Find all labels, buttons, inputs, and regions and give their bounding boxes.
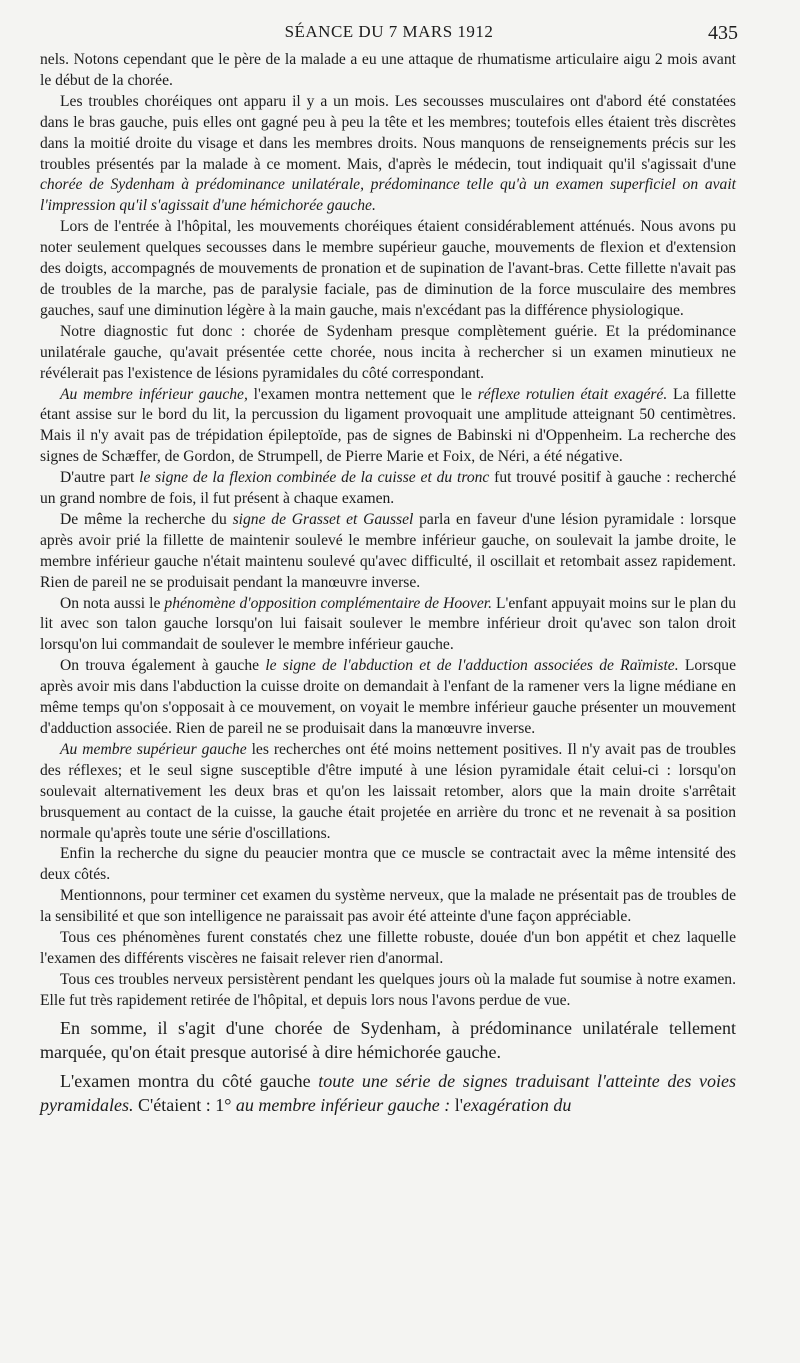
text-segment: Tous ces phénomènes furent constatés chez une fillette robuste, douée d'un bon appétit et chez laquelle l'examen des différents viscères ne faisait relever rien d'anormal. (40, 929, 736, 967)
italic-text: Au membre supérieur gauche (60, 740, 247, 758)
italic-text: Au membre inférieur gauche, (60, 385, 248, 403)
text-segment: On trouva également à gauche (60, 657, 266, 675)
paragraph (40, 92, 736, 217)
paragraph (40, 468, 736, 510)
text-segment: C'étaient : 1° (133, 1095, 236, 1116)
paragraph (40, 322, 736, 385)
running-title: SÉANCE DU 7 MARS 1912 (284, 22, 494, 41)
text-segment: l' (450, 1095, 463, 1116)
paragraph (40, 510, 736, 594)
text-segment: L'examen montra du côté gauche (60, 1070, 319, 1091)
text-segment: Tous ces troubles nerveux persistèrent pendant les quelques jours où la malade fut soumise à notre examen. Elle fut très rapidement retirée de l'hôpital, et depuis lors nous l'avons perdue de vue. (40, 970, 736, 1009)
paragraph (40, 1016, 736, 1065)
paragraph (40, 844, 736, 886)
italic-text: le signe de l'abduction et de l'adduction associées de Raïmiste. (265, 657, 679, 675)
text-segment: Mentionnons, pour terminer cet examen du système nerveux, que la malade ne présentait pas de troubles de la sensibilité et que son intelligence ne paraissait pas avoir été atteinte d'une façon appréciable. (40, 887, 736, 926)
text-segment: La fillette étant assise sur le bord du lit, la percussion du ligament provoquait une amplitude atteignant 50 centimètres. Mais il n'y avait pas de trépidation épileptoïde, pas de signes de Babinski ni d'Oppenheim. La recherche des signes de Schæffer, de Gordon, de Strumpell, de Pierre Marie et Foix, de Néri, a été négative. (40, 385, 736, 466)
page-number: 435 (708, 22, 738, 44)
paragraph (40, 1069, 736, 1118)
italic-text: au membre inférieur gauche : (235, 1095, 451, 1116)
text-segment: l'examen montra nettement que le (247, 385, 478, 403)
italic-text: exagération du (462, 1095, 572, 1116)
italic-text: chorée de Sydenham à prédominance unilatérale, prédominance telle qu'à un examen superficiel on avait l'impression qu'il s'agissait d'une hémichorée gauche. (40, 176, 736, 215)
text-segment: Les troubles choréiques ont apparu il y a un mois. Les secousses musculaires ont d'abord été constatées dans le bras gauche, puis elles ont gagné peu à peu la tête et les membres; toutefois elles étaient très discrètes dans la moitié droite du visage et dans les membres droits. Nous manquons de renseignements précis sur les troubles présentés par la malade à ce moment. Mais, d'après le médecin, tout indiquait qu'il s'agissait d'une (40, 92, 736, 173)
italic-text: le signe de la flexion combinée de la cuisse et du tronc (139, 469, 490, 487)
text-segment: Notre diagnostic fut donc : chorée de Sydenham presque complètement guérie. Et la prédominance unilatérale gauche, qu'avait présentée cette chorée, nous incita à rechercher si un examen minutieux ne révélerait pas l'existence de lésions pyramidales du côté correspondant. (40, 322, 736, 382)
text-segment: De même la recherche du (60, 510, 233, 528)
text-segment: On nota aussi le (60, 594, 165, 612)
paragraph (40, 886, 736, 928)
text-segment: parla en faveur d'une lésion pyramidale : lorsque après avoir prié la fillette de maintenir soulevé le membre inférieur gauche, on soulevait la jambe droite, le membre inférieur gauche n'était maintenu soulevé qu'avec difficulté, il oscillait et retombait assez rapidement. Rien de pareil ne se produisait pendant la manœuvre inverse. (40, 510, 736, 591)
page-header (40, 22, 738, 46)
paragraph (40, 656, 736, 740)
paragraph (40, 970, 736, 1012)
text-segment: Enfin la recherche du signe du peaucier montra que ce muscle se contractait avec la même intensité des deux côtés. (40, 845, 736, 884)
body-text (40, 50, 736, 1118)
italic-text: signe de Grasset et Gaussel (232, 510, 414, 528)
paragraph (40, 928, 736, 970)
text-segment: nels. Notons cependant que le père de la malade a eu une attaque de rhumatisme articulaire aigu 2 mois avant le début de la chorée. (40, 51, 736, 89)
text-segment: les recherches ont été moins nettement positives. Il n'y avait pas de troubles des réflexes; et le seul signe susceptible d'être imputé à une lésion pyramidale était celui-ci : lorsqu'on soulevait alternativement les deux bras et qu'on les laissait retomber, alors que la main droite s'arrêtait brusquement au contact de la cuisse, la gauche était projetée en arrière du tronc et ne revenait à sa position normale qu'après toute une série d'oscillations. (40, 740, 736, 842)
paragraph (40, 740, 736, 845)
paragraph (40, 50, 736, 92)
text-segment: En somme, il s'agit d'une chorée de Sydenham, à prédominance unilatérale tellement marquée, qu'on était presque autorisé à dire hémichorée gauche. (40, 1017, 736, 1063)
italic-text: réflexe rotulien était exagéré. (477, 385, 668, 403)
text-segment: L'enfant appuyait moins sur le plan du lit avec son talon gauche lorsqu'on lui faisait soulever le membre inférieur droit qu'avec son talon droit lorsqu'on lui commandait de soulever le membre inférieur gauche. (40, 594, 736, 654)
paragraph (40, 385, 736, 469)
paragraph (40, 217, 736, 322)
text-segment: D'autre part (60, 469, 140, 487)
text-segment: Lorsque après avoir mis dans l'abduction la cuisse droite on demandait à l'enfant de la ramener vers la ligne médiane en même temps qu'on s'opposait à ce mouvement, on voyait le membre inférieur gauche présenter un mouvement d'adduction associée. Rien de pareil ne se produisait dans la manœuvre inverse. (40, 657, 736, 737)
text-segment: Lors de l'entrée à l'hôpital, les mouvements choréiques étaient considérablement atténués. Nous avons pu noter seulement quelques secousses dans le membre supérieur gauche, mouvements de flexion et d'extension des doigts, accompagnés de mouvements de pronation et de supination de l'avant-bras. Cette fillette n'avait pas de troubles de la marche, pas de paralysie faciale, pas de diminution de la force musculaire des membres gauches, sauf une diminution légère à la main gauche, mais n'excédant pas la différence physiologique. (40, 218, 736, 319)
paragraph (40, 594, 736, 657)
text-segment: fut trouvé positif à gauche : recherché un grand nombre de fois, il fut présent à chaque examen. (40, 469, 737, 508)
italic-text: phénomène d'opposition complémentaire de Hoover. (164, 594, 493, 612)
italic-text: toute une série de signes traduisant l'atteinte des voies pyramidales. (40, 1070, 736, 1116)
